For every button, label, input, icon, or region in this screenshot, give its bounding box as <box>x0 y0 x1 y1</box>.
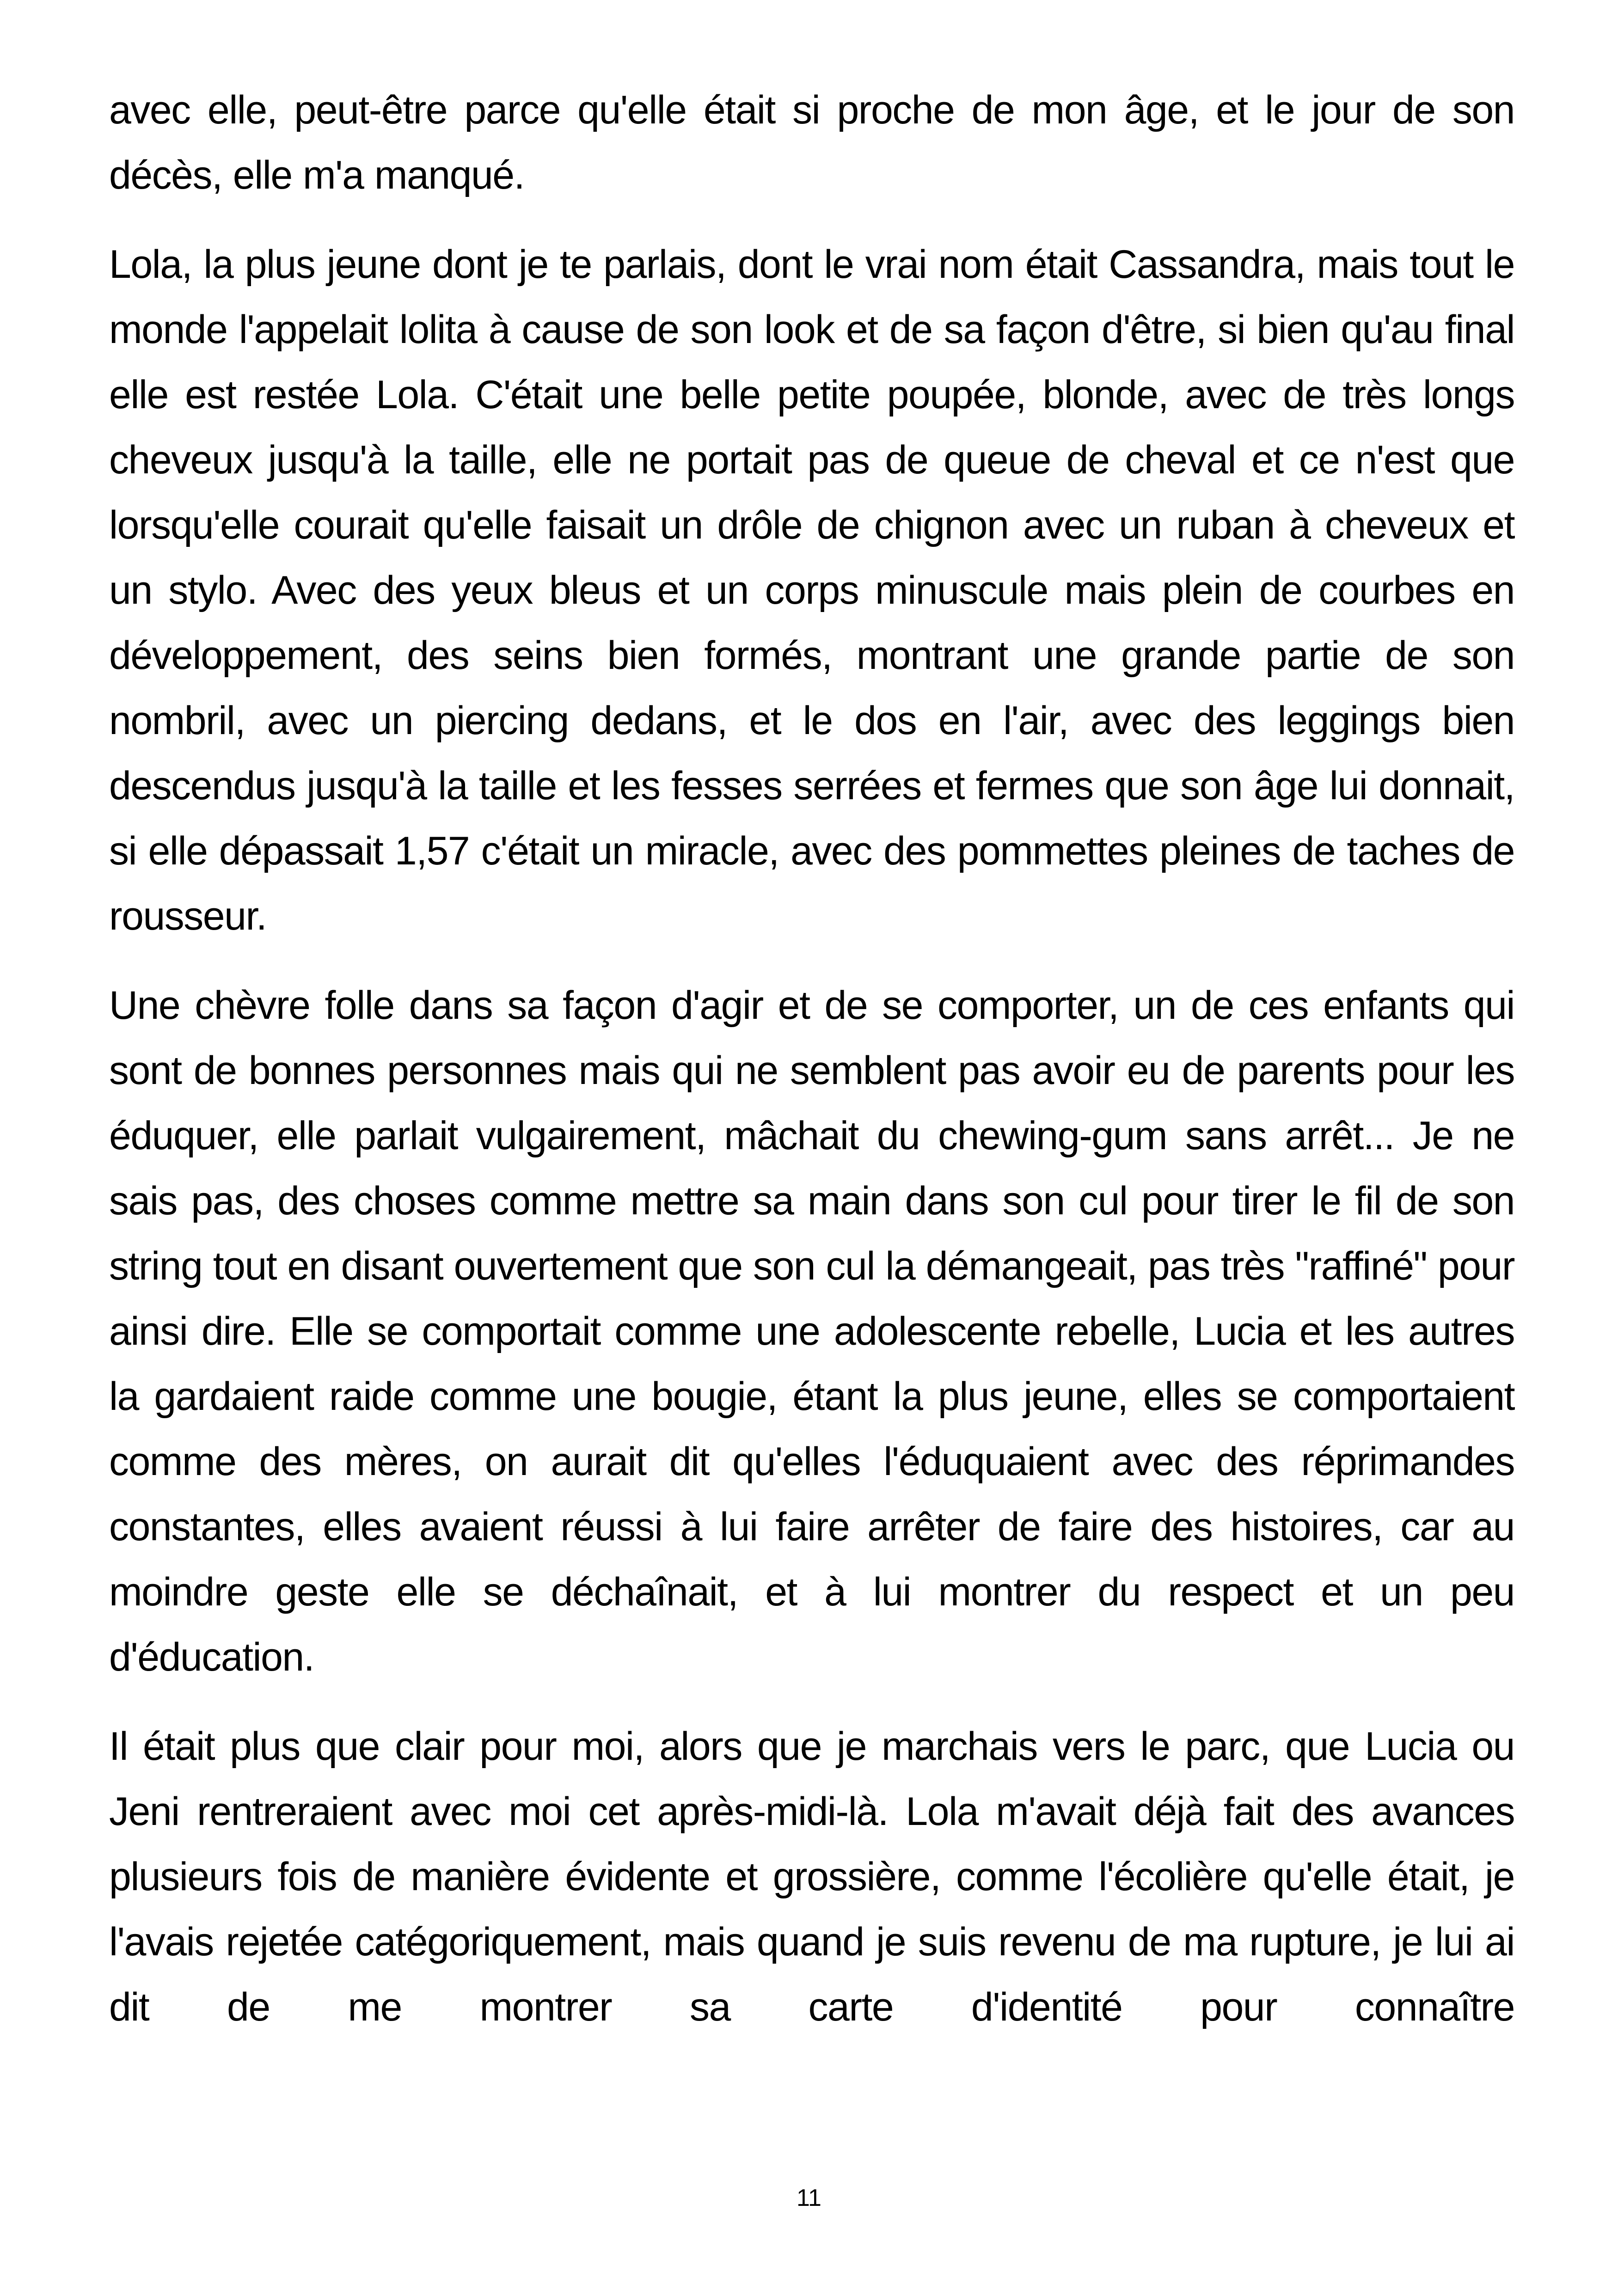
paragraph-3: Une chèvre folle dans sa façon d'agir et de se comporter, un de ces enfants qui sont de bonnes personnes mais qui ne semblent pas avoir eu de parents pour les éduquer, elle parlait vulgairement, mâchait du chewing-gum sans arrêt... Je ne sais pas, des choses comme mettre sa main dans son cul pour tirer le fil de son string tout en disant ouvertement que son cul la démangeait, pas très "raffiné" pour ainsi dire. Elle se comportait comme une adolescente rebelle, Lucia et les autres la gardaient raide comme une bougie, étant la plus jeune, elles se comportaient comme des mères, on aurait dit qu'elles l'éduquaient avec des réprimandes constantes, elles avaient réussi à lui faire arrêter de faire des histoires, car au moindre geste elle se déchaînait, et à lui montrer du respect et un peu d'éducation. <box>109 983 1514 1679</box>
paragraph-2: Lola, la plus jeune dont je te parlais, dont le vrai nom était Cassandra, mais tout le monde l'appelait lolita à cause de son look et de sa façon d'être, si bien qu'au final elle est restée Lola. C'était une belle petite poupée, blonde, avec de très longs cheveux jusqu'à la taille, elle ne portait pas de queue de cheval et ce n'est que lorsqu'elle courait qu'elle faisait un drôle de chignon avec un ruban à cheveux et un stylo. Avec des yeux bleus et un corps minuscule mais plein de courbes en développement, des seins bien formés, montrant une grande partie de son nombril, avec un piercing dedans, et le dos en l'air, avec des leggings bien descendus jusqu'à la taille et les fesses serrées et fermes que son âge lui donnait, si elle dépassait 1,57 c'était un miracle, avec des pommettes pleines de taches de rousseur. <box>109 242 1514 938</box>
body-text <box>109 78 1514 2064</box>
page-number: 11 <box>797 2185 821 2211</box>
paragraph-1: avec elle, peut-être parce qu'elle était si proche de mon âge, et le jour de son décès, elle m'a manqué. <box>109 88 1514 197</box>
paragraph-4: Il était plus que clair pour moi, alors que je marchais vers le parc, que Lucia ou Jeni rentreraient avec moi cet après-midi-là. Lola m'avait déjà fait des avances plusieurs fois de manière évidente et grossière, comme l'écolière qu'elle était, je l'avais rejetée catégoriquement, mais quand je suis revenu de ma rupture, je lui ai dit de me montrer sa carte d'identité pour connaître <box>109 1724 1514 2029</box>
